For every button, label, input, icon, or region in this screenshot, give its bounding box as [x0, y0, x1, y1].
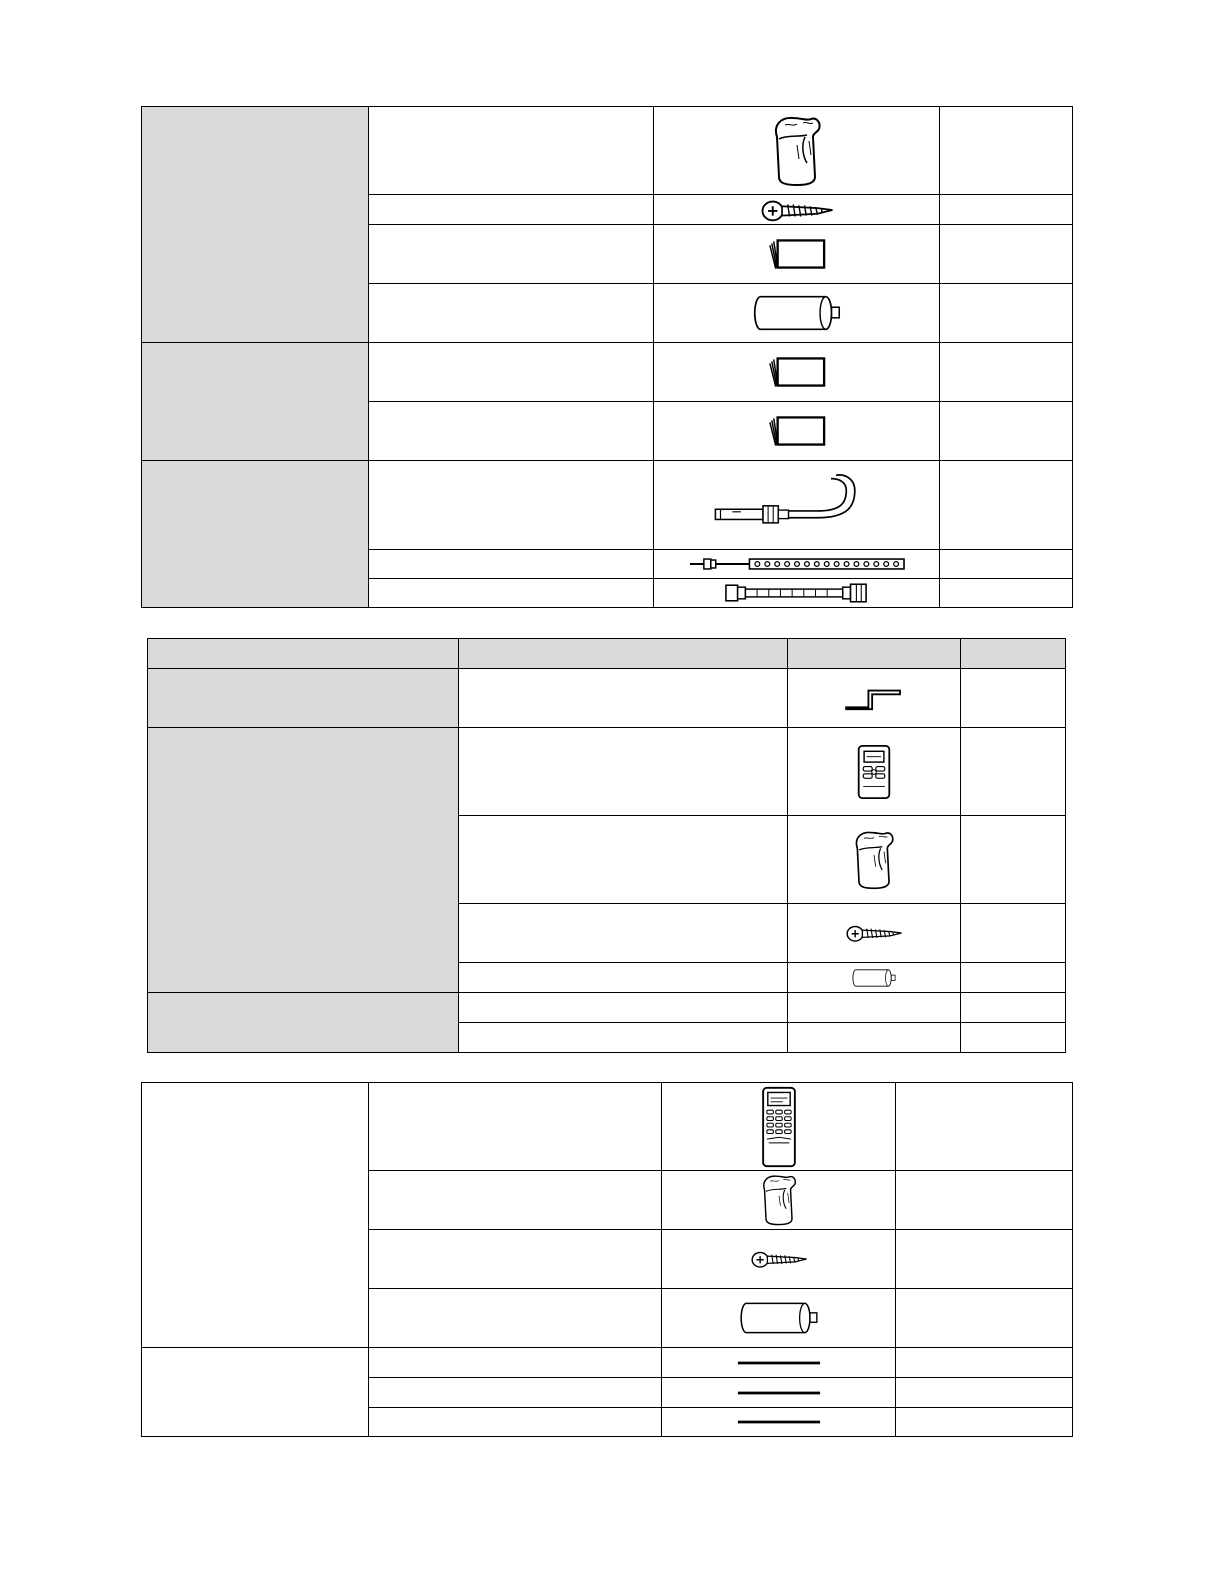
group-cell	[142, 461, 369, 608]
icon-cell	[662, 1289, 896, 1348]
header-cell	[459, 639, 788, 669]
qty-cell	[940, 343, 1073, 402]
name-cell	[459, 669, 788, 728]
accessories-table-3	[141, 1082, 1073, 1437]
name-cell	[459, 993, 788, 1023]
name-cell	[369, 1171, 662, 1230]
battery-icon	[850, 968, 898, 988]
cable-icon	[736, 1391, 822, 1395]
cable-icon	[736, 1361, 822, 1365]
group-cell	[148, 993, 459, 1053]
icon-cell	[662, 1083, 896, 1171]
battery-icon	[749, 293, 845, 333]
cable-icon	[736, 1420, 822, 1424]
group-cell	[148, 669, 459, 728]
icon-cell	[654, 402, 940, 461]
group-cell	[142, 343, 369, 461]
table-row	[142, 107, 1073, 195]
name-cell	[459, 963, 788, 993]
table-header-row	[148, 639, 1066, 669]
icon-cell	[788, 904, 961, 963]
icon-cell	[654, 225, 940, 284]
manual-icon	[766, 413, 828, 449]
holder-clip-icon	[757, 1174, 801, 1226]
icon-cell	[662, 1348, 896, 1378]
qty-cell	[961, 993, 1066, 1023]
icon-cell	[654, 579, 940, 608]
qty-cell	[896, 1408, 1073, 1437]
qty-cell	[940, 225, 1073, 284]
icon-cell	[654, 343, 940, 402]
icon-cell	[654, 107, 940, 195]
qty-cell	[896, 1378, 1073, 1408]
icon-cell	[788, 963, 961, 993]
remote-controller-icon	[760, 1085, 798, 1169]
qty-cell	[961, 904, 1066, 963]
expansion-hook-bolt-icon	[712, 474, 882, 536]
remote-controller-icon	[856, 742, 892, 802]
table-row	[142, 1348, 1073, 1378]
table-row	[142, 343, 1073, 402]
icon-cell	[788, 669, 961, 728]
accessories-table-1	[141, 106, 1073, 608]
name-cell	[369, 1230, 662, 1289]
name-cell	[369, 1289, 662, 1348]
header-cell	[961, 639, 1066, 669]
qty-cell	[896, 1171, 1073, 1230]
qty-cell	[940, 550, 1073, 579]
name-cell	[369, 550, 654, 579]
name-cell	[369, 461, 654, 550]
icon-cell	[662, 1230, 896, 1289]
name-cell	[369, 195, 654, 225]
name-cell	[369, 225, 654, 284]
icon-cell	[654, 550, 940, 579]
name-cell	[369, 1378, 662, 1408]
qty-cell	[961, 963, 1066, 993]
name-cell	[369, 1348, 662, 1378]
name-cell	[369, 1083, 662, 1171]
name-cell	[459, 816, 788, 904]
qty-cell	[896, 1230, 1073, 1289]
table-row	[142, 461, 1073, 550]
name-cell	[459, 1023, 788, 1053]
name-cell	[369, 343, 654, 402]
qty-cell	[940, 579, 1073, 608]
table-row	[148, 728, 1066, 816]
group-cell	[142, 107, 369, 343]
name-cell	[459, 904, 788, 963]
manual-icon	[766, 354, 828, 390]
screw-icon	[759, 196, 835, 224]
screw-icon	[750, 1244, 808, 1274]
icon-cell	[654, 461, 940, 550]
group-cell	[148, 728, 459, 993]
icon-cell	[662, 1171, 896, 1230]
hanger-rod-icon	[688, 556, 906, 572]
qty-cell	[896, 1348, 1073, 1378]
holder-clip-icon	[849, 829, 899, 891]
battery-icon	[736, 1300, 822, 1336]
cord-clamp-icon	[767, 115, 827, 187]
group-cell	[142, 1083, 369, 1348]
screw-icon	[845, 918, 903, 948]
name-cell	[369, 579, 654, 608]
header-cell	[788, 639, 961, 669]
name-cell	[369, 284, 654, 343]
qty-cell	[896, 1083, 1073, 1171]
table-row	[142, 1083, 1073, 1171]
name-cell	[369, 107, 654, 195]
accessories-table-2	[147, 638, 1066, 1053]
icon-cell	[788, 1023, 961, 1053]
icon-cell	[662, 1378, 896, 1408]
name-cell	[369, 402, 654, 461]
icon-cell	[788, 816, 961, 904]
mounting-bracket-icon	[844, 685, 904, 711]
qty-cell	[961, 669, 1066, 728]
connecting-pipe-icon	[724, 582, 870, 604]
icon-cell	[788, 993, 961, 1023]
qty-cell	[940, 195, 1073, 225]
qty-cell	[896, 1289, 1073, 1348]
qty-cell	[940, 284, 1073, 343]
icon-cell	[654, 195, 940, 225]
qty-cell	[940, 461, 1073, 550]
qty-cell	[940, 107, 1073, 195]
table-row	[148, 669, 1066, 728]
header-cell	[148, 639, 459, 669]
qty-cell	[940, 402, 1073, 461]
table-row	[148, 993, 1066, 1023]
name-cell	[369, 1408, 662, 1437]
qty-cell	[961, 728, 1066, 816]
name-cell	[459, 728, 788, 816]
qty-cell	[961, 1023, 1066, 1053]
icon-cell	[662, 1408, 896, 1437]
qty-cell	[961, 816, 1066, 904]
icon-cell	[788, 728, 961, 816]
group-cell	[142, 1348, 369, 1437]
icon-cell	[654, 284, 940, 343]
manual-icon	[766, 236, 828, 272]
